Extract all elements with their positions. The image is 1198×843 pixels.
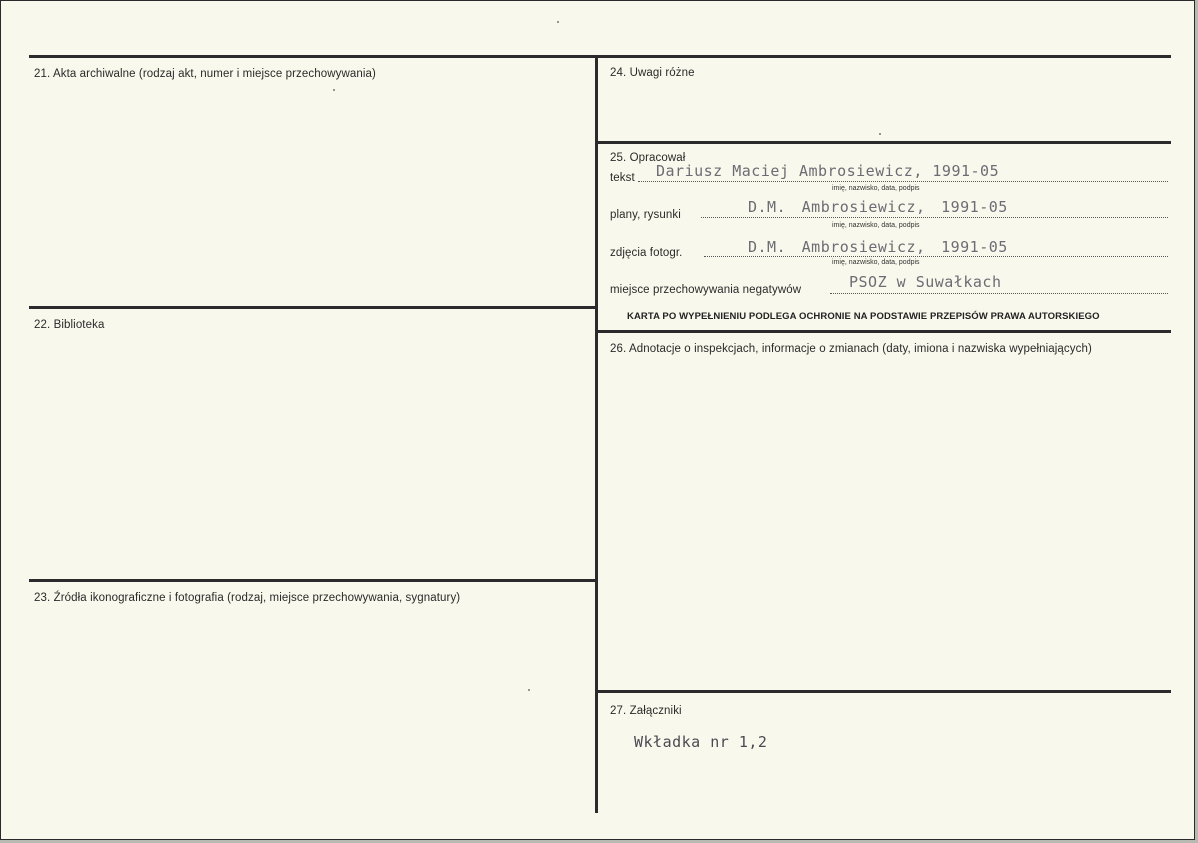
section-25-label: 25. Opracował <box>610 152 686 164</box>
paper-speck <box>879 133 881 135</box>
paper-speck <box>528 689 530 691</box>
copyright-notice: KARTA PO WYPEŁNIENIU PODLEGA OCHRONIE NA PODSTAWIE PRZEPISÓW PRAWA AUTORSKIEGO <box>627 311 1100 322</box>
rule-25-26 <box>597 330 1171 333</box>
zdjecia-value: D.M. Ambrosiewicz, 1991-05 <box>748 238 1008 256</box>
tekst-dotted-line <box>638 181 1168 182</box>
zdjecia-label: zdjęcia fotogr. <box>610 247 683 259</box>
rule-26-27 <box>597 690 1171 693</box>
plany-dotted-line <box>701 217 1168 218</box>
negatywy-dotted-line <box>830 293 1168 294</box>
tekst-label: tekst <box>610 172 635 184</box>
center-divider <box>595 55 598 813</box>
rule-24-25 <box>597 141 1171 144</box>
attachments-value: Wkładka nr 1,2 <box>634 733 768 751</box>
zdjecia-dotted-line <box>704 256 1168 257</box>
rule-22-23 <box>29 579 597 582</box>
rule-21-22 <box>29 306 597 309</box>
negatywy-value: PSOZ w Suwałkach <box>849 273 1002 291</box>
section-22-label: 22. Biblioteka <box>34 319 105 331</box>
zdjecia-hint: imię, nazwisko, data, podpis <box>832 259 920 266</box>
section-24-label: 24. Uwagi różne <box>610 67 695 79</box>
section-23-label: 23. Źródła ikonograficzne i fotografia (rodzaj, miejsce przechowywania, sygnatury) <box>34 592 461 604</box>
plany-hint: imię, nazwisko, data, podpis <box>832 222 920 229</box>
top-rule <box>29 55 1171 58</box>
plany-value: D.M. Ambrosiewicz, 1991-05 <box>748 198 1008 216</box>
paper-speck <box>333 89 335 91</box>
section-27-label: 27. Załączniki <box>610 705 682 717</box>
tekst-value: Dariusz Maciej Ambrosiewicz, 1991-05 <box>656 162 1000 180</box>
tekst-hint: imię, nazwisko, data, podpis <box>832 185 920 192</box>
section-21-label: 21. Akta archiwalne (rodzaj akt, numer i miejsce przechowywania) <box>34 68 376 80</box>
negatywy-label: miejsce przechowywania negatywów <box>610 284 802 296</box>
plany-label: plany, rysunki <box>610 209 681 221</box>
paper-speck <box>557 21 559 23</box>
section-26-label: 26. Adnotacje o inspekcjach, informacje o zmianach (daty, imiona i nazwiska wypełniających) <box>610 343 1092 355</box>
